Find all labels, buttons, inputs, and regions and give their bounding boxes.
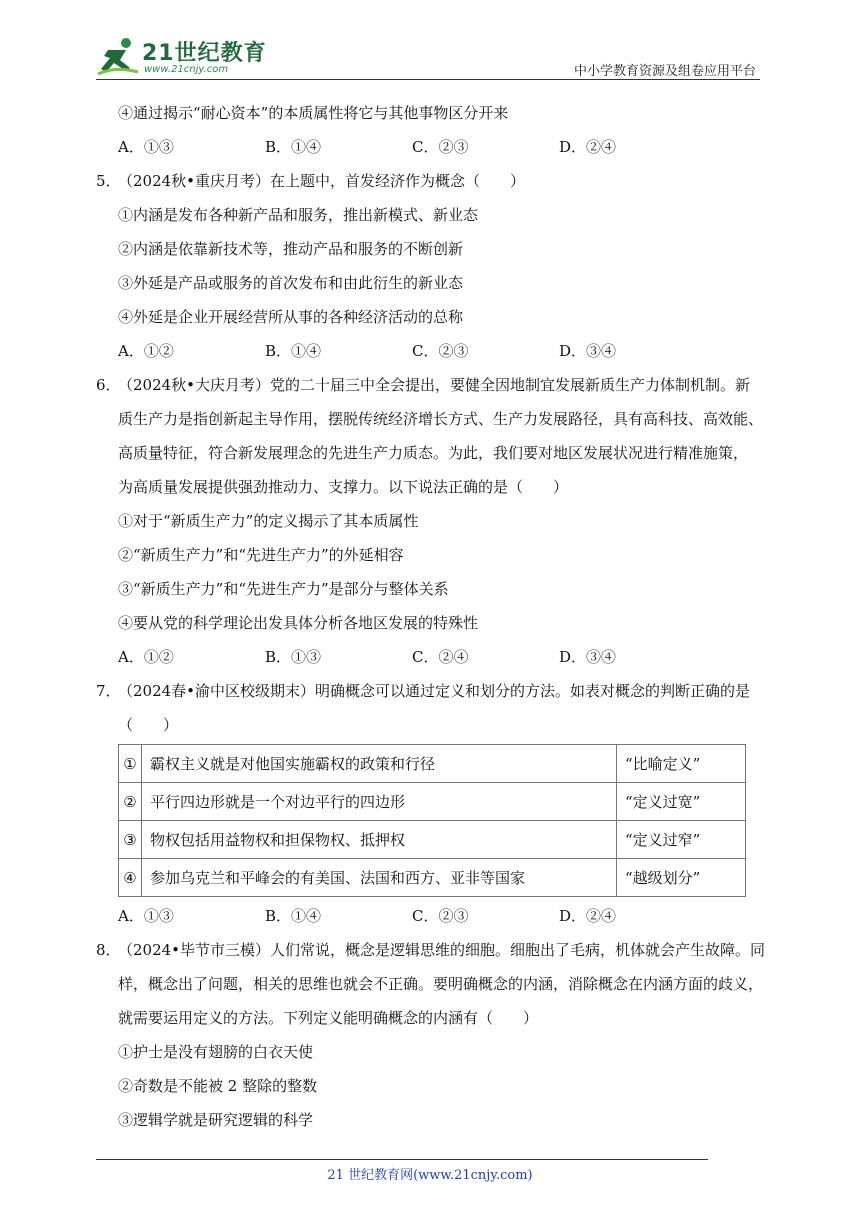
q6-option-c: C．②④: [412, 648, 469, 666]
q6-statement: ③“新质生产力”和“先进生产力”是部分与整体关系: [118, 580, 449, 598]
q5-statement: ③外延是产品或服务的首次发布和由此衍生的新业态: [118, 274, 464, 292]
q6-number: 6．: [96, 376, 121, 394]
platform-name: 中小学教育资源及组卷应用平台: [573, 64, 756, 79]
q5-option-a: A．①②: [118, 342, 174, 360]
table-cell-definition: 霸权主义就是对他国实施霸权的政策和行径: [142, 745, 617, 783]
q4-option-b: B．①④: [265, 138, 322, 156]
q6-stem-text: （2024秋•大庆月考）党的二十届三中全会提出，要健全因地制宜发展新质生产力体制机制。新: [118, 376, 751, 394]
q7-number: 7．: [96, 682, 121, 700]
table-row: [119, 783, 746, 821]
q6-option-d: D．③④: [559, 648, 617, 666]
concept-table: [118, 744, 746, 897]
q7-stem-text: （2024春•渝中区校级期末）明确概念可以通过定义和划分的方法。如表对概念的判断正确的是: [118, 682, 751, 700]
table-cell-judgment: “定义过宽”: [617, 783, 746, 821]
q8-statement: ②奇数是不能被 2 整除的整数: [118, 1077, 318, 1095]
table-cell-judgment: “定义过窄”: [617, 821, 746, 859]
q7-stem-line: （ ）: [118, 716, 179, 734]
q7-option-a: A．①③: [118, 907, 174, 925]
q6-options: [96, 640, 756, 674]
q6-statement: ①对于“新质生产力”的定义揭示了其本质属性: [118, 512, 419, 530]
table-cell-definition: 平行四边形就是一个对边平行的四边形: [142, 783, 617, 821]
table-row: [119, 745, 746, 783]
q5-stem: [96, 164, 756, 198]
q7-option-b: B．①④: [265, 907, 322, 925]
q5-option-b: B．①④: [265, 342, 322, 360]
table-cell-number: ③: [119, 821, 142, 859]
q6-option-a: A．①②: [118, 648, 174, 666]
table-cell-judgment: “比喻定义”: [617, 745, 746, 783]
q6-option-b: B．①③: [265, 648, 322, 666]
table-cell-number: ④: [119, 859, 142, 897]
q6-stem-line: 为高质量发展提供强劲推动力、支撑力。以下说法正确的是（ ）: [118, 478, 569, 496]
page-header: [96, 34, 760, 80]
q5-options: [96, 334, 756, 368]
q6-stem-line: [96, 368, 756, 402]
site-logo[interactable]: [96, 34, 276, 80]
header-divider: [96, 79, 760, 80]
q5-option-d: D．③④: [559, 342, 617, 360]
q8-stem-line: 样，概念出了问题，相关的思维也就会不正确。要明确概念的内涵，消除概念在内涵方面的歧义，: [118, 975, 764, 993]
table-row: [119, 821, 746, 859]
logo-url: www.21cnjy.com: [144, 64, 229, 75]
q4-option-d: D．②④: [559, 138, 617, 156]
footer-link[interactable]: 21 世纪教育网(www.21cnjy.com): [327, 1168, 533, 1183]
table-cell-definition: 参加乌克兰和平峰会的有美国、法国和西方、亚非等国家: [142, 859, 617, 897]
q5-statement: ②内涵是依靠新技术等，推动产品和服务的不断创新: [118, 240, 464, 258]
q8-number: 8．: [96, 941, 121, 959]
q7-option-c: C．②③: [412, 907, 469, 925]
q5-option-c: C．②③: [412, 342, 469, 360]
q8-stem-line: 就需要运用定义的方法。下列定义能明确概念的内涵有（ ）: [118, 1009, 539, 1027]
logo-text: 21世纪教育: [142, 41, 267, 66]
q6-statement: ②“新质生产力”和“先进生产力”的外延相容: [118, 546, 404, 564]
q5-number: 5．: [96, 172, 121, 190]
q8-statement: ①护士是没有翅膀的白衣天使: [118, 1043, 314, 1061]
q4-option-a: A．①③: [118, 138, 174, 156]
q7-stem-line: [96, 674, 756, 708]
table-cell-number: ①: [119, 745, 142, 783]
question-content: [96, 96, 766, 1137]
footer-divider: [96, 1159, 708, 1160]
table-cell-judgment: “越级划分”: [617, 859, 746, 897]
q5-statement: ①内涵是发布各种新产品和服务，推出新模式、新业态: [118, 206, 479, 224]
q4-statement-4: ④通过揭示“耐心资本”的本质属性将它与其他事物区分开来: [118, 104, 509, 122]
q4-option-c: C．②③: [412, 138, 469, 156]
q6-statement: ④要从党的科学理论出发具体分析各地区发展的特殊性: [118, 614, 479, 632]
table-cell-number: ②: [119, 783, 142, 821]
q6-stem-line: 质生产力是指创新起主导作用，摆脱传统经济增长方式、生产力发展路径，具有高科技、高效能、: [118, 410, 764, 428]
q4-options: [96, 130, 756, 164]
q5-stem-text: （2024秋•重庆月考）在上题中，首发经济作为概念（ ）: [118, 172, 526, 190]
table-cell-definition: 物权包括用益物权和担保物权、抵押权: [142, 821, 617, 859]
q6-stem-line: 高质量特征，符合新发展理念的先进生产力质态。为此，我们要对地区发展状况进行精准施策，: [118, 444, 749, 462]
q7-options: [96, 899, 756, 933]
q5-statement: ④外延是企业开展经营所从事的各种经济活动的总称: [118, 308, 464, 326]
table-row: [119, 859, 746, 897]
q8-stem-text: （2024•毕节市三模）人们常说，概念是逻辑思维的细胞。细胞出了毛病，机体就会产生故障。同: [118, 941, 766, 959]
q8-statement: ③逻辑学就是研究逻辑的科学: [118, 1111, 314, 1129]
q7-option-d: D．②④: [559, 907, 617, 925]
q8-stem-line: [96, 933, 766, 967]
runner-logo-icon: [96, 36, 140, 76]
